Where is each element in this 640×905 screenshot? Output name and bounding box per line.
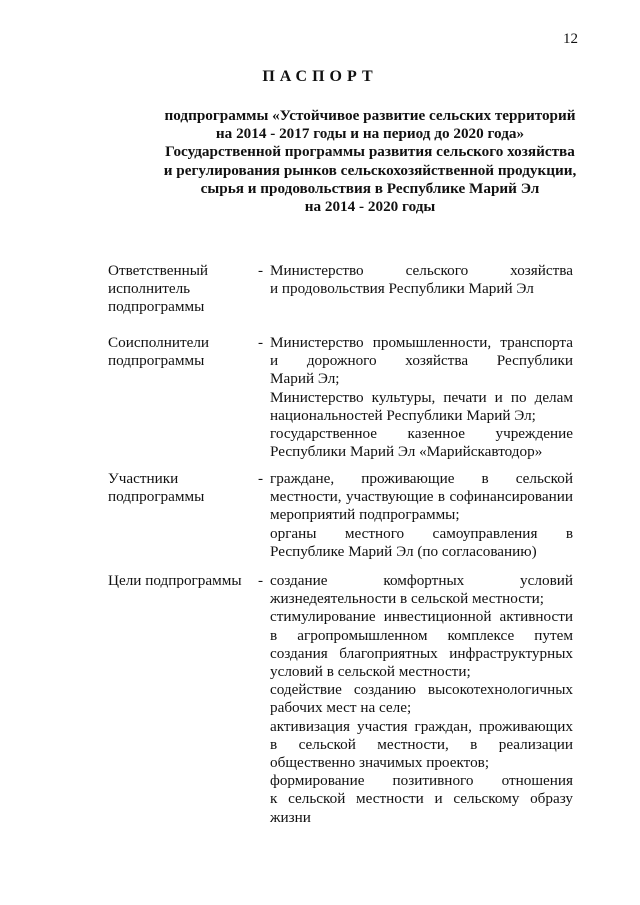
subtitle-line: и регулирования рынков сельскохозяйственной продукции, (163, 161, 577, 179)
section-label: Ответственный исполнитель подпрограммы (108, 262, 209, 316)
section-dash: - (258, 572, 264, 589)
subtitle-line: на 2014 - 2020 годы (304, 198, 436, 216)
section-label: Соисполнители подпрограммы (108, 334, 210, 370)
subtitle-line: Государственной программы развития сельского хозяйства (165, 143, 575, 161)
section-label: Цели подпрограммы (108, 572, 242, 589)
section-dash: - (258, 262, 264, 279)
subtitle-line: на 2014 - 2017 годы и на период до 2020 года» (215, 125, 525, 143)
section-value: Министерство сельского хозяйства и продовольствия Республики Марий Эл (270, 262, 573, 298)
section-value: граждане, проживающие в сельской местности, участвующие в софинансировании мероприятий подпрограммы; органы местного самоуправления в Республике Марий Эл (по согласованию) (270, 470, 573, 560)
section-value: Министерство промышленности, транспорта и дорожного хозяйства Республики Марий Эл; Министерство культуры, печати и по делам национальностей Республики Марий Эл; государственное казенное учреждение Республики Марий Эл «Марийскавтодор» (270, 334, 573, 461)
document-title: ПАСПОРТ (262, 68, 378, 85)
section-label: Участники подпрограммы (108, 470, 205, 506)
subtitle-line: подпрограммы «Устойчивое развитие сельских территорий (164, 107, 576, 124)
section-dash: - (258, 470, 264, 487)
page-number: 12 (563, 31, 578, 47)
section-value: создание комфортных условий жизнедеятельности в сельской местности; стимулирование инвестиционной активности в агропромышленном комплексе путем создания благоприятных инфраструктурных условий в сельской местности; содействие созданию высокотехнологичных рабочих мест на селе; активизация участия граждан, проживающих в сельской местности, в реализации общественно значимых проектов; формирование позитивного отношения к сельской местности и сельскому образу жизни (270, 572, 573, 826)
subtitle-line: сырья и продовольствия в Республике Марий Эл (200, 179, 540, 197)
section-dash: - (258, 334, 264, 351)
document-subtitle (150, 107, 590, 216)
